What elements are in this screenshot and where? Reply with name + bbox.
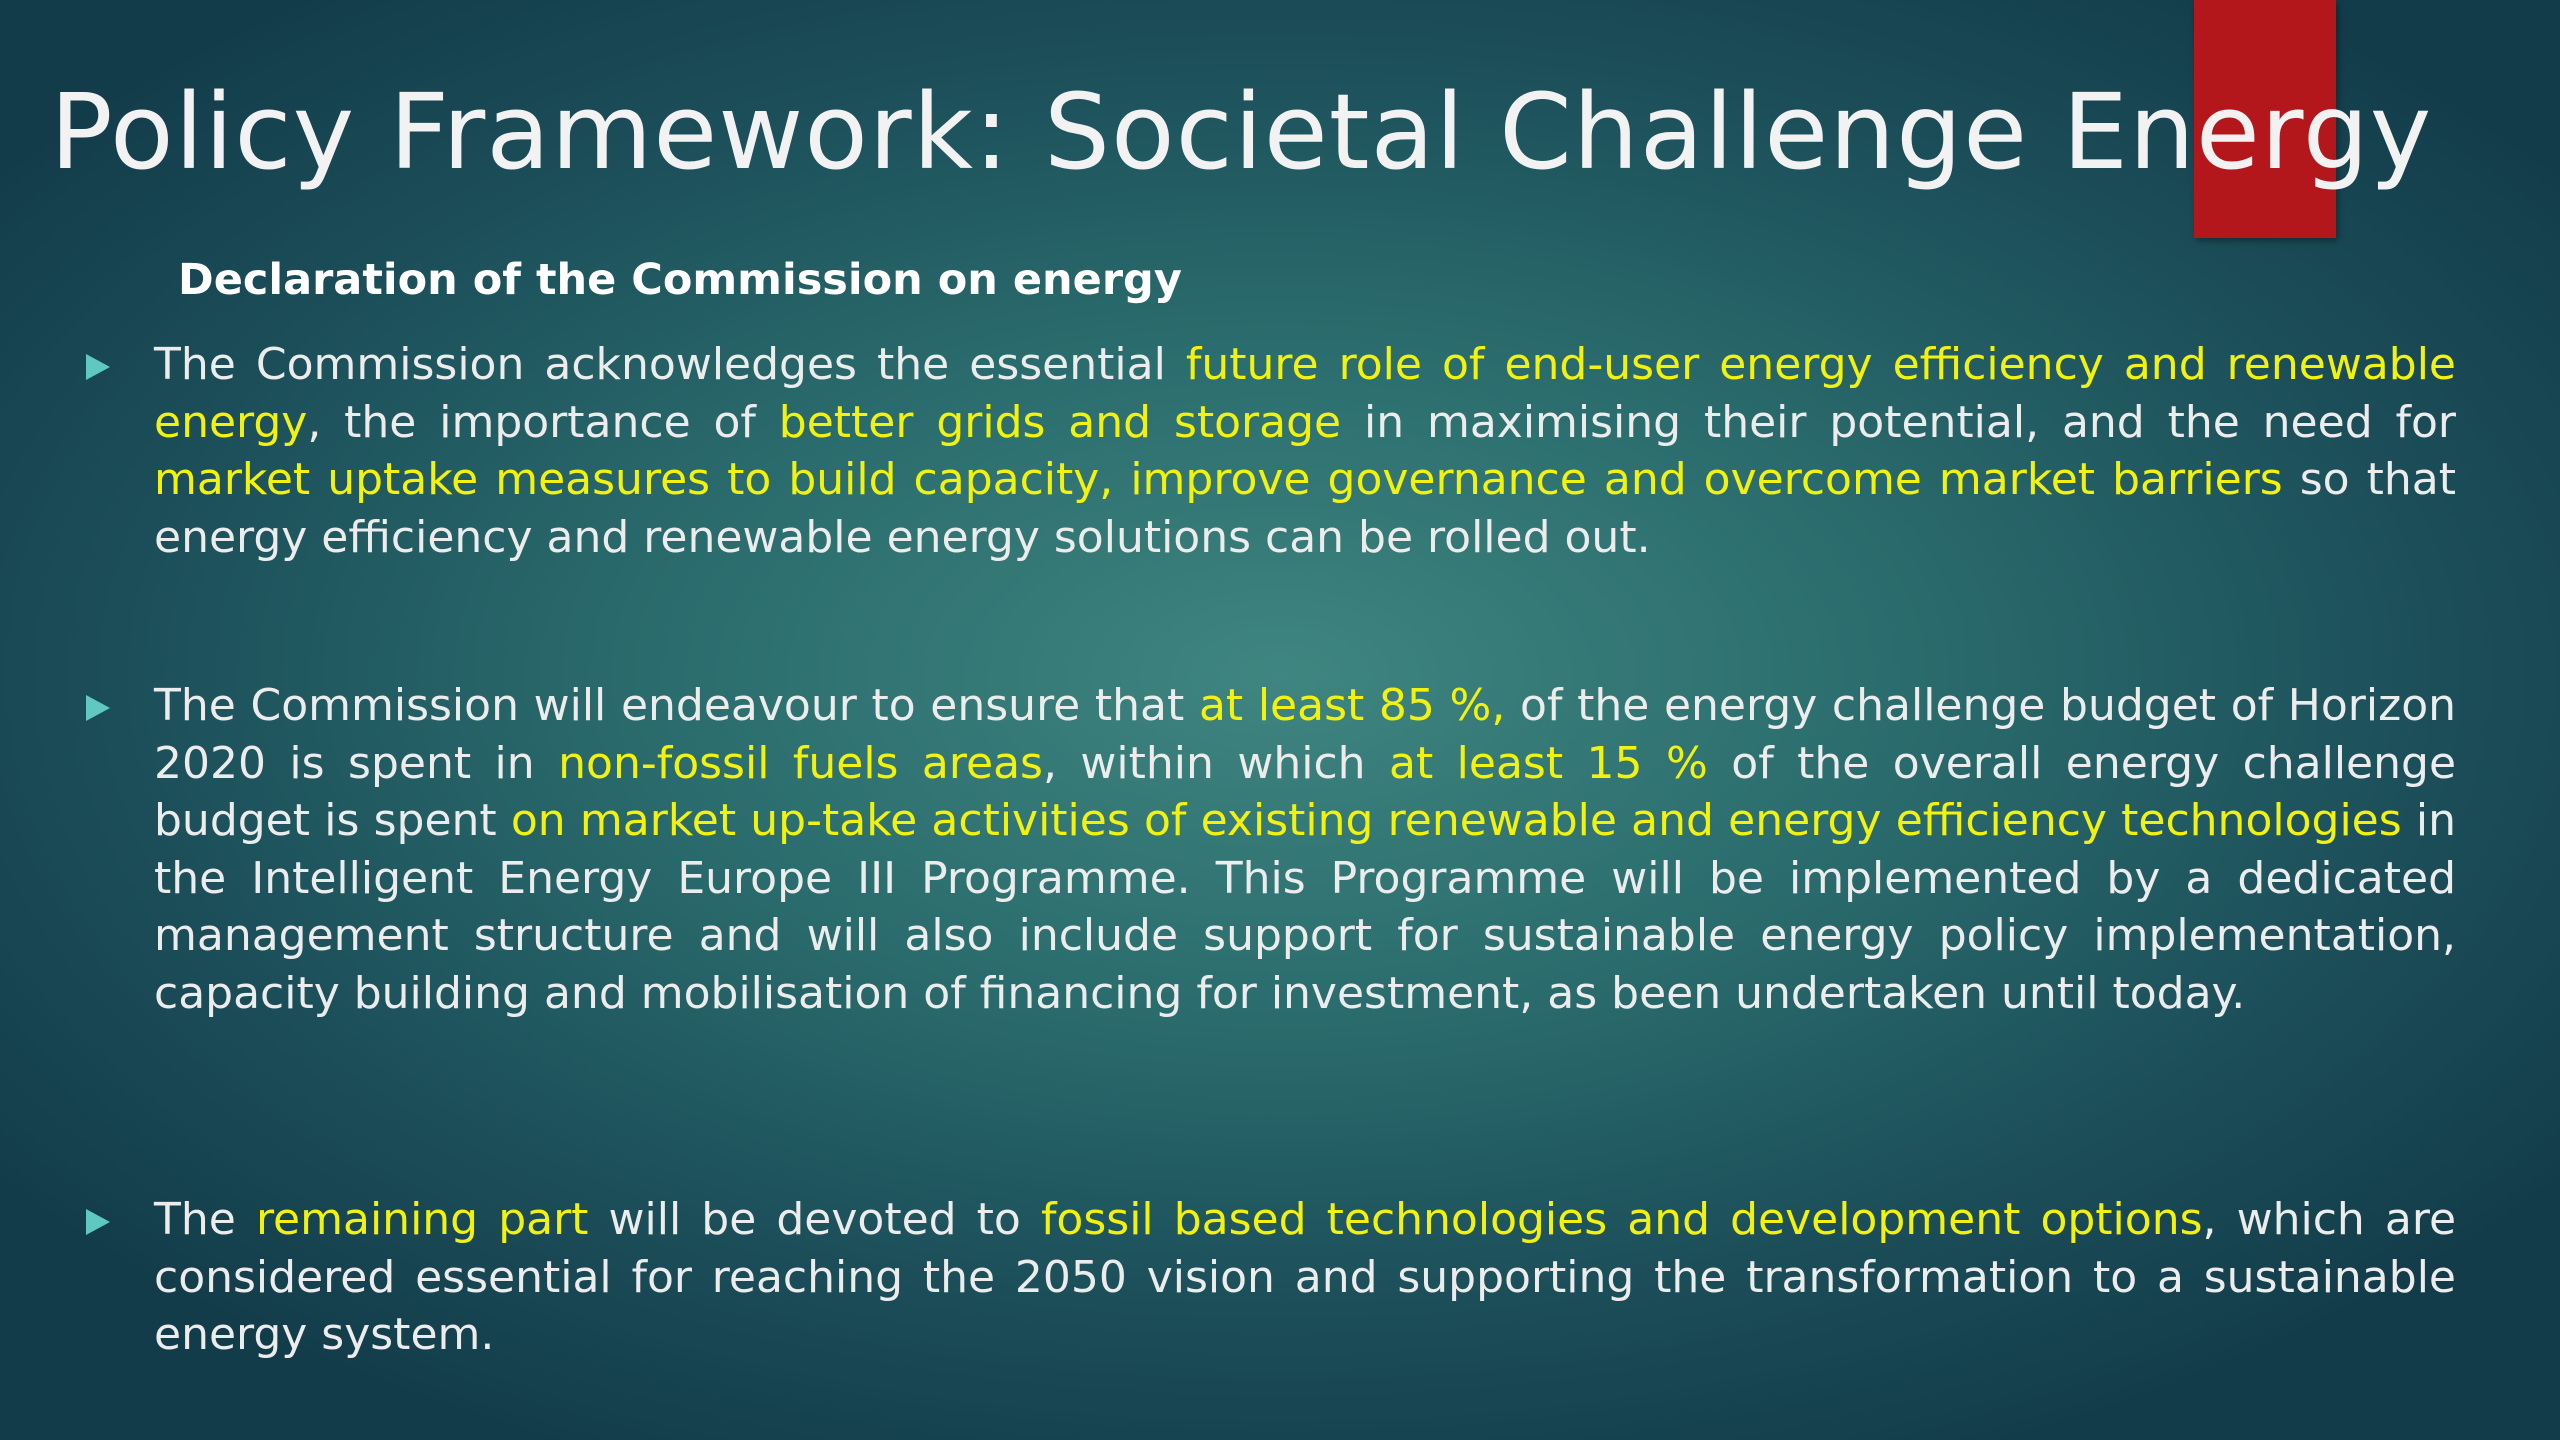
triangle-bullet-icon bbox=[86, 695, 110, 721]
slide-subtitle: Declaration of the Commission on energy bbox=[178, 255, 1182, 305]
highlighted-text-segment: at least 15 % bbox=[1388, 737, 1708, 789]
text-segment: , which are considered essential for reaching the 2050 vision and supporting the transformation to a sustainable energy system. bbox=[154, 1194, 2457, 1360]
text-segment: , within which bbox=[1042, 737, 1389, 789]
text-segment: The bbox=[154, 1194, 256, 1245]
bullet-text bbox=[154, 677, 2456, 1022]
text-segment: The Commission acknowledges the essential bbox=[154, 339, 1186, 390]
highlighted-text-segment: non-fossil fuels areas bbox=[558, 737, 1043, 789]
highlighted-text-segment: fossil based technologies and development options bbox=[1040, 1194, 2203, 1245]
text-segment: , the importance of bbox=[307, 396, 779, 448]
bullet-text bbox=[154, 336, 2456, 566]
text-segment: of the energy challenge budget of Horizon 2020 is spent in bbox=[154, 680, 2456, 789]
text-segment: so that energy efficiency and renewable energy solutions can be rolled out. bbox=[154, 454, 2456, 563]
highlighted-text-segment: at least 85 %, bbox=[1198, 680, 1506, 731]
highlighted-text-segment: future role of end-user energy efficiency and renewable energy bbox=[154, 339, 2456, 448]
highlighted-text-segment: on market up-take activities of existing renewable and energy efficiency technologies bbox=[510, 795, 2402, 846]
triangle-bullet-icon bbox=[86, 354, 110, 380]
bullet-text bbox=[154, 1191, 2456, 1364]
text-segment: in maximising their potential, and the need for bbox=[1341, 396, 2456, 448]
highlighted-text-segment: remaining part bbox=[255, 1194, 589, 1245]
slide-title: Policy Framework: Societal Challenge Energy bbox=[50, 71, 2433, 193]
text-segment: in the Intelligent Energy Europe III Programme. This Programme will be implemented by a dedicated management structure and will also include support for sustainable energy policy implementation, capacity building and mobilisation of financing for investment, as been undertaken until today. bbox=[154, 795, 2457, 1019]
triangle-bullet-icon bbox=[86, 1209, 110, 1235]
text-segment: The Commission will endeavour to ensure that bbox=[154, 680, 1199, 731]
text-segment: of the overall energy challenge budget is spent bbox=[154, 737, 2457, 846]
highlighted-text-segment: market uptake measures to build capacity, improve governance and overcome market barriers bbox=[154, 454, 2283, 505]
text-segment: will be devoted to bbox=[588, 1194, 1041, 1245]
highlighted-text-segment: better grids and storage bbox=[778, 396, 1342, 448]
